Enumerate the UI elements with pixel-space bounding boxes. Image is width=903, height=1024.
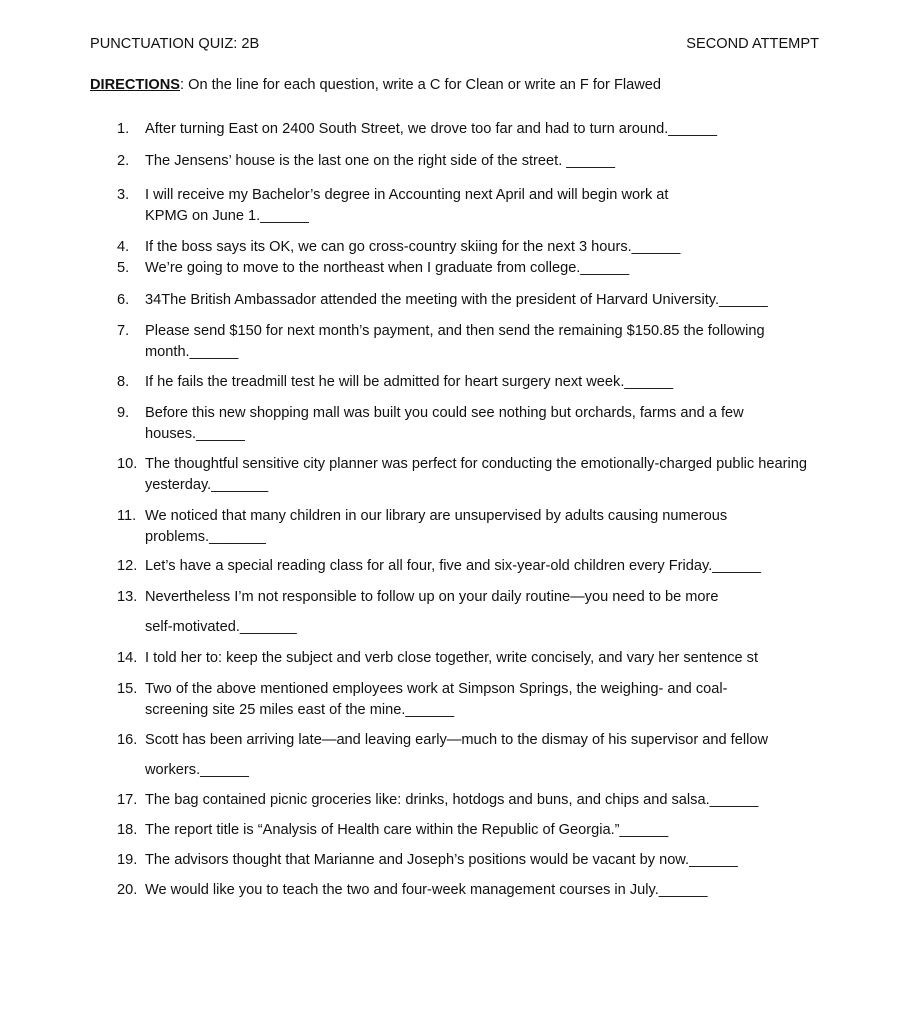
question-text: Before this new shopping mall was built you could see nothing but orchards, farms and a few houses.______ xyxy=(145,405,744,442)
question-number: 14. xyxy=(117,650,138,666)
question-number: 20. xyxy=(117,882,138,898)
question-text: workers.______ xyxy=(145,762,249,778)
question-item-continued xyxy=(117,760,827,781)
question-number: 3. xyxy=(117,187,130,203)
question-item xyxy=(117,403,797,445)
question-text: I will receive my Bachelor’s degree in Accounting next April and will begin work at KPMG on June 1.______ xyxy=(145,187,669,224)
question-text: The bag contained picnic groceries like: drinks, hotdogs and buns, and chips and salsa.______ xyxy=(145,792,759,808)
question-item xyxy=(117,506,797,548)
question-number: 6. xyxy=(117,292,130,308)
question-text: I told her to: keep the subject and verb close together, write concisely, and vary her sentence st xyxy=(145,650,759,666)
question-item xyxy=(117,454,827,496)
question-text: The thoughtful sensitive city planner was perfect for conducting the emotionally-charged public hearing yesterday._______ xyxy=(145,456,807,493)
question-item xyxy=(117,237,827,258)
question-text: We’re going to move to the northeast when I graduate from college.______ xyxy=(145,260,630,276)
question-item xyxy=(117,790,827,811)
question-number: 11. xyxy=(117,508,137,524)
question-item xyxy=(117,850,827,871)
question-item xyxy=(117,556,827,577)
attempt-label: SECOND ATTEMPT xyxy=(686,36,819,52)
question-number: 5. xyxy=(117,260,130,276)
question-number: 18. xyxy=(117,822,138,838)
question-number: 10. xyxy=(117,456,138,472)
question-item xyxy=(117,321,827,363)
question-text: If the boss says its OK, we can go cross-country skiing for the next 3 hours.______ xyxy=(145,239,681,255)
question-text: Let’s have a special reading class for all four, five and six-year-old children every Friday.______ xyxy=(145,558,761,574)
question-number: 13. xyxy=(117,589,138,605)
question-item xyxy=(117,290,827,311)
question-number: 17. xyxy=(117,792,138,808)
question-item-continued xyxy=(117,617,827,638)
question-number: 7. xyxy=(117,323,130,339)
question-item xyxy=(117,880,827,901)
question-text: Two of the above mentioned employees work at Simpson Springs, the weighing- and coal-screening site 25 miles east of the mine.______ xyxy=(145,681,728,718)
question-text: If he fails the treadmill test he will be admitted for heart surgery next week.______ xyxy=(145,374,674,390)
question-item xyxy=(117,648,827,669)
question-text: The advisors thought that Marianne and Joseph’s positions would be vacant by now.______ xyxy=(145,852,738,868)
question-number: 8. xyxy=(117,374,130,390)
directions xyxy=(90,77,661,93)
question-number: 19. xyxy=(117,852,138,868)
question-item xyxy=(117,119,827,140)
directions-label: DIRECTIONS xyxy=(90,77,180,93)
question-item xyxy=(117,587,827,608)
question-text: self-motivated._______ xyxy=(145,619,297,635)
question-item xyxy=(117,372,827,393)
question-item xyxy=(117,185,707,227)
question-text: Scott has been arriving late—and leaving early—much to the dismay of his supervisor and fellow xyxy=(145,732,768,748)
question-text: Nevertheless I’m not responsible to follow up on your daily routine—you need to be more xyxy=(145,589,719,605)
question-number: 2. xyxy=(117,153,130,169)
question-text: The Jensens’ house is the last one on the right side of the street. ______ xyxy=(145,153,616,169)
question-text: The report title is “Analysis of Health care within the Republic of Georgia.”______ xyxy=(145,822,669,838)
question-text: We noticed that many children in our library are unsupervised by adults causing numerous problems._______ xyxy=(145,508,728,545)
question-number: 12. xyxy=(117,558,138,574)
quiz-title: PUNCTUATION QUIZ: 2B xyxy=(90,36,260,52)
directions-text: : On the line for each question, write a C for Clean or write an F for Flawed xyxy=(180,77,662,93)
question-number: 16. xyxy=(117,732,138,748)
question-item xyxy=(117,679,767,721)
question-number: 4. xyxy=(117,239,130,255)
question-number: 1. xyxy=(117,121,130,137)
question-number: 9. xyxy=(117,405,130,421)
question-item xyxy=(117,820,827,841)
question-text: Please send $150 for next month’s payment, and then send the remaining $150.85 the following month.______ xyxy=(145,323,765,360)
question-text: We would like you to teach the two and four-week management courses in July.______ xyxy=(145,882,708,898)
question-item xyxy=(117,151,827,172)
question-text: After turning East on 2400 South Street, we drove too far and had to turn around.______ xyxy=(145,121,717,137)
question-item xyxy=(117,730,827,751)
question-item xyxy=(117,258,827,279)
question-number: 15. xyxy=(117,681,138,697)
question-text: 34The British Ambassador attended the meeting with the president of Harvard University.______ xyxy=(145,292,768,308)
